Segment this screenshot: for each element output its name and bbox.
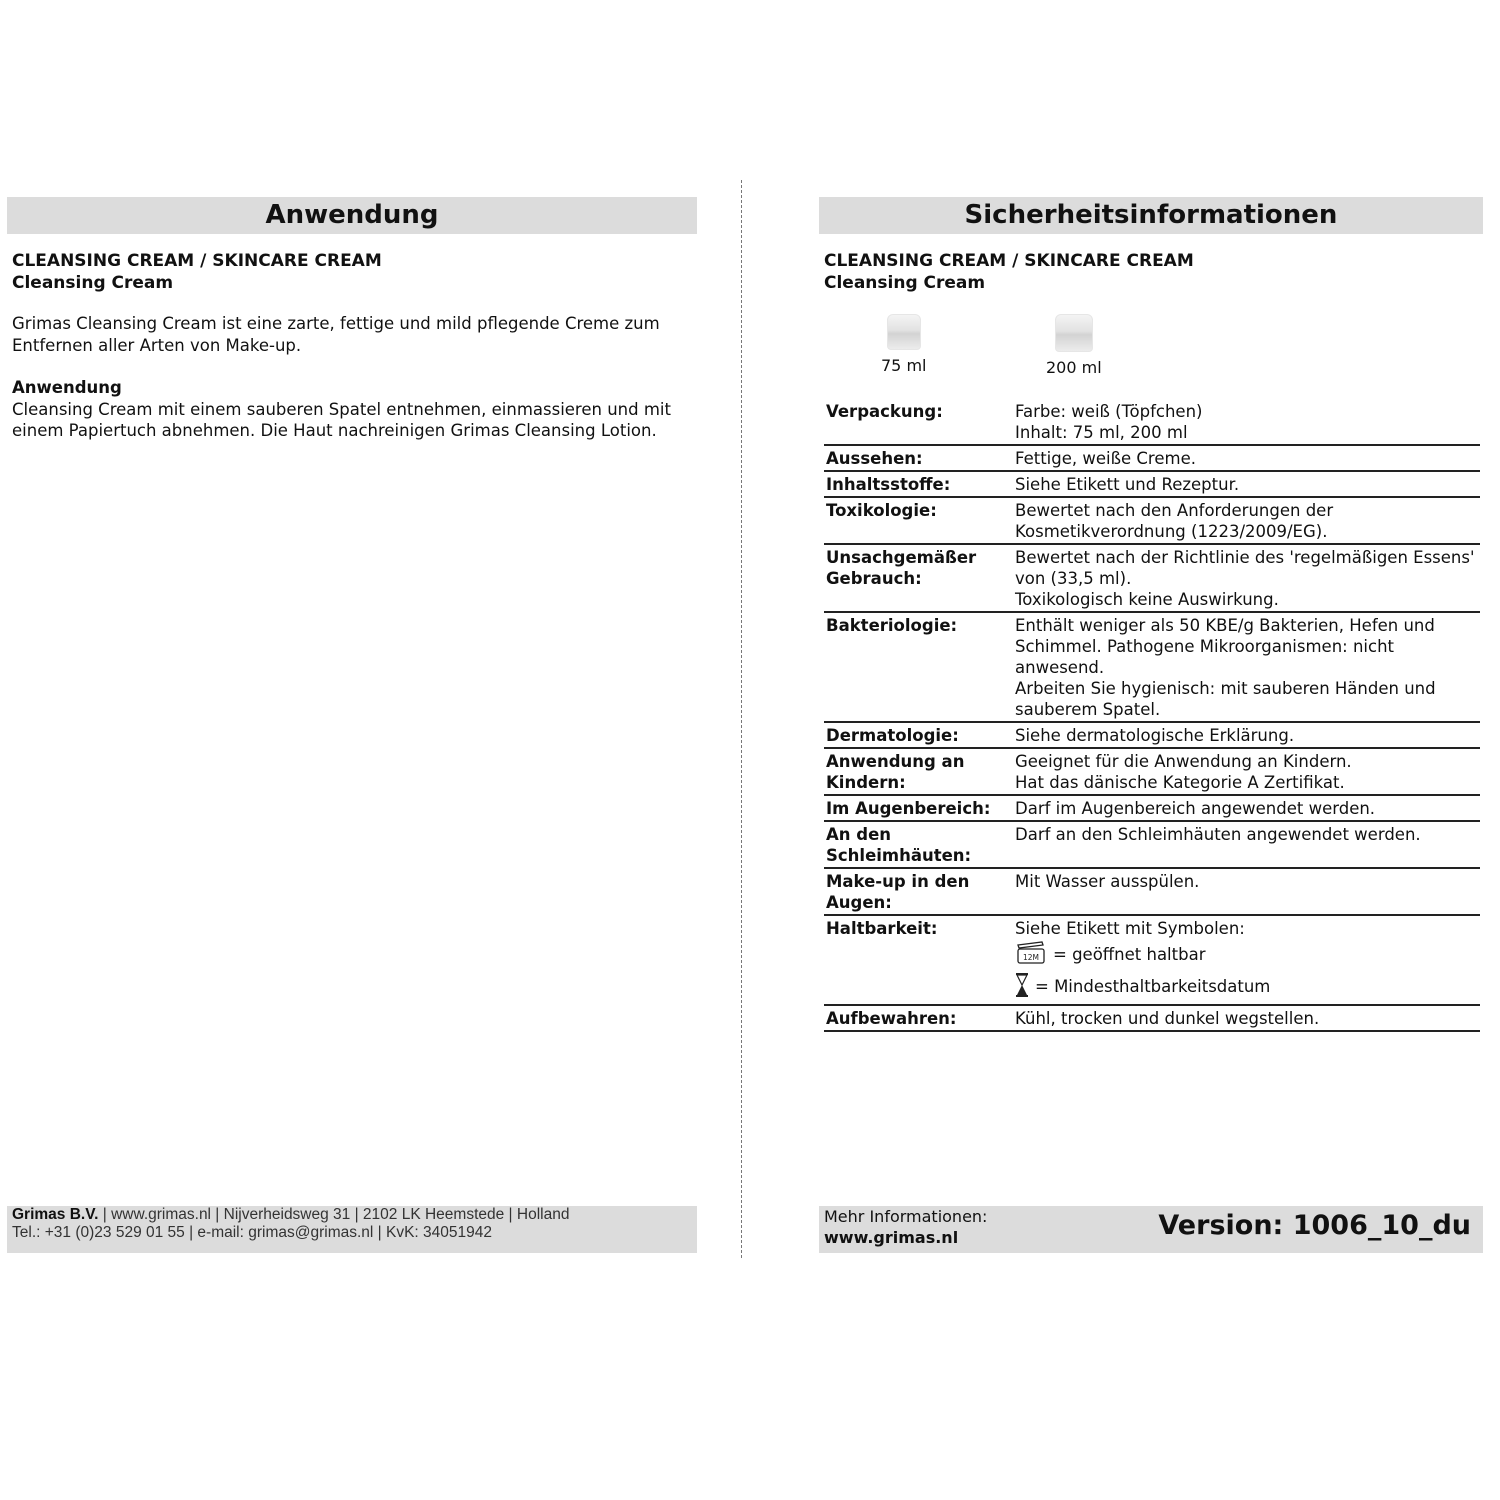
more-info [824, 1206, 987, 1248]
product-title [12, 250, 382, 294]
row-value-line: Enthält weniger als 50 KBE/g Bakterien, Hefen und Schimmel. Pathogene Mikroorganismen: nicht anwesend. [1015, 616, 1435, 677]
row-value [1013, 544, 1480, 612]
row-value [1013, 398, 1480, 445]
usage-header: Anwendung [7, 197, 697, 234]
row-value-line: Kühl, trocken und dunkel wegstellen. [1015, 1009, 1320, 1028]
row-value-line: Darf im Augenbereich angewendet werden. [1015, 799, 1376, 818]
row-key: Aussehen: [824, 445, 1013, 471]
row-key: Unsachgemäßer Gebrauch: [824, 544, 1013, 612]
table-row [824, 445, 1480, 471]
cream-jar-icon [1055, 314, 1093, 352]
table-row [824, 1005, 1480, 1031]
table-row [824, 612, 1480, 722]
hourglass-icon [1015, 972, 1029, 1003]
row-value [1013, 821, 1480, 868]
row-value [1013, 612, 1480, 722]
usage-body [12, 313, 682, 463]
symbol-line [1015, 941, 1478, 970]
row-key: Dermatologie: [824, 722, 1013, 748]
row-key: Aufbewahren: [824, 1005, 1013, 1031]
product-line-2: Cleansing Cream [824, 273, 986, 293]
intro-text: Grimas Cleansing Cream ist eine zarte, fettige und mild pflegende Creme zum Entfernen aller Arten von Make-up. [12, 314, 660, 355]
row-key: Inhaltsstoffe: [824, 471, 1013, 497]
cut-line-divider [741, 180, 742, 1258]
row-value [1013, 471, 1480, 497]
more-info-url: www.grimas.nl [824, 1228, 959, 1247]
row-value-line: Siehe dermatologische Erklärung. [1015, 726, 1295, 745]
table-row [824, 471, 1480, 497]
badge-text: 12M [1022, 953, 1040, 962]
row-key: Toxikologie: [824, 497, 1013, 544]
table-row [824, 868, 1480, 915]
row-value [1013, 868, 1480, 915]
row-key: An den Schleimhäuten: [824, 821, 1013, 868]
row-key: Anwendung an Kindern: [824, 748, 1013, 795]
row-key: Haltbarkeit: [824, 915, 1013, 1005]
safety-header: Sicherheitsinformationen [819, 197, 1483, 234]
row-value-line: Bewertet nach den Anforderungen der Kosmetikverordnung (1223/2009/EG). [1015, 501, 1334, 541]
symbol-text: = Mindesthaltbarkeitsdatum [1035, 977, 1271, 996]
usage-subtitle: Anwendung [12, 378, 122, 397]
symbol-text: = geöffnet haltbar [1053, 945, 1206, 964]
symbol-line [1015, 972, 1478, 1003]
open-jar-12m-icon [1015, 941, 1047, 970]
package-75ml [881, 314, 926, 375]
row-value-line: Toxikologisch keine Auswirkung. [1015, 590, 1279, 609]
company-contact: Tel.: +31 (0)23 529 01 55 | e-mail: grimas@grimas.nl | KvK: 34051942 [12, 1224, 492, 1241]
row-value-line: Bewertet nach der Richtlinie des 'regelmäßigen Essens' von (33,5 ml). [1015, 548, 1475, 588]
row-value [1013, 1005, 1480, 1031]
product-line-2: Cleansing Cream [12, 273, 174, 293]
more-info-label: Mehr Informationen: [824, 1207, 988, 1226]
package-label: 200 ml [1046, 358, 1102, 377]
row-value [1013, 748, 1480, 795]
table-row [824, 821, 1480, 868]
row-value-line: Inhalt: 75 ml, 200 ml [1015, 423, 1188, 442]
row-value-line: Mit Wasser ausspülen. [1015, 872, 1200, 891]
table-row [824, 722, 1480, 748]
row-value-line: Geeignet für die Anwendung an Kindern. [1015, 752, 1352, 771]
table-row [824, 544, 1480, 612]
safety-table [824, 398, 1480, 1032]
row-value [1013, 497, 1480, 544]
package-200ml [1046, 314, 1102, 377]
table-row [824, 497, 1480, 544]
product-title [824, 250, 1194, 294]
product-line-1: CLEANSING CREAM / SKINCARE CREAM [12, 251, 382, 271]
row-value [1013, 445, 1480, 471]
row-value [1013, 795, 1480, 821]
usage-text: Cleansing Cream mit einem sauberen Spatel entnehmen, einmassieren und mit einem Papiertuch abnehmen. Die Haut nachreinigen Grimas Cleansing Lotion. [12, 399, 671, 440]
package-label: 75 ml [881, 356, 927, 375]
company-address: | www.grimas.nl | Nijverheidsweg 31 | 2102 LK Heemstede | Holland [98, 1206, 570, 1223]
row-value-line: Arbeiten Sie hygienisch: mit sauberen Händen und sauberem Spatel. [1015, 679, 1436, 719]
row-value-line: Hat das dänische Kategorie A Zertifikat. [1015, 773, 1345, 792]
row-value-line: Siehe Etikett mit Symbolen: [1015, 919, 1245, 938]
cream-jar-icon [887, 314, 921, 350]
row-value [1013, 915, 1480, 1005]
table-row [824, 795, 1480, 821]
product-line-1: CLEANSING CREAM / SKINCARE CREAM [824, 251, 1194, 271]
row-key: Im Augenbereich: [824, 795, 1013, 821]
table-row [824, 915, 1480, 1005]
company-name: Grimas B.V. [12, 1206, 99, 1223]
row-value-line: Farbe: weiß (Töpfchen) [1015, 402, 1203, 421]
row-value [1013, 722, 1480, 748]
row-key: Verpackung: [824, 398, 1013, 445]
row-key: Make-up in den Augen: [824, 868, 1013, 915]
row-value-line: Darf an den Schleimhäuten angewendet werden. [1015, 825, 1421, 844]
row-value-line: Siehe Etikett und Rezeptur. [1015, 475, 1240, 494]
row-value-line: Fettige, weiße Creme. [1015, 449, 1196, 468]
table-row [824, 398, 1480, 445]
table-row [824, 748, 1480, 795]
version-label: Version: 1006_10_du [1158, 1210, 1471, 1241]
row-key: Bakteriologie: [824, 612, 1013, 722]
company-footer [12, 1206, 569, 1242]
